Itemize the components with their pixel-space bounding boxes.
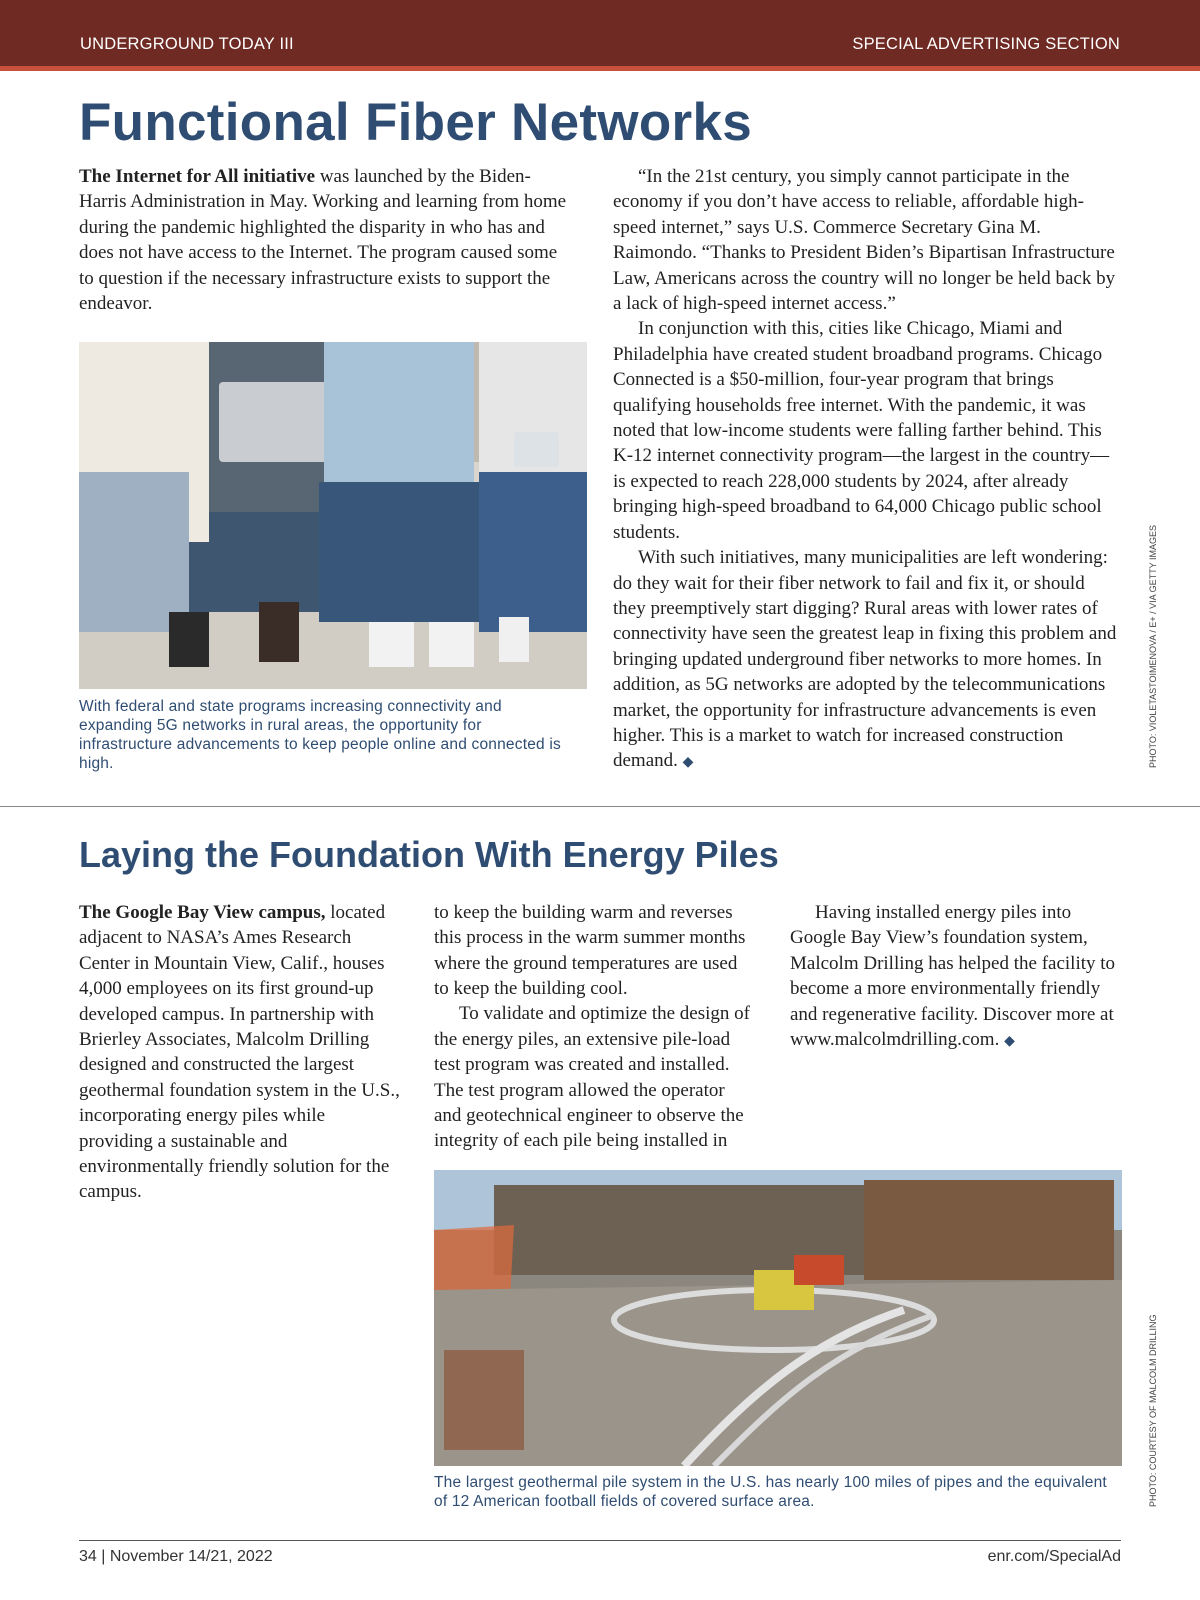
section-name: UNDERGROUND TODAY III — [80, 35, 294, 53]
page-number-date: 34 | November 14/21, 2022 — [79, 1548, 273, 1565]
article1-quote-paragraph: “In the 21st century, you simply cannot participate in the economy if you don’t have access to reliable, affordable high-speed internet,” says U.S. Commerce Secretary Gina M. Raimondo. “Thanks to President Biden’s Bipartisan Infrastructure Law, Americans across the country will no longer be held back by a lack of high-speed internet access.” — [613, 166, 1116, 315]
people-on-couch-photo — [79, 342, 587, 689]
article2-photo — [434, 1170, 1122, 1466]
article1-col1 — [79, 164, 576, 316]
article2-lead: The Google Bay View campus, — [79, 902, 326, 923]
header-bar — [0, 0, 1200, 66]
section-label: SPECIAL ADVERTISING SECTION — [852, 35, 1120, 53]
article2-col3 — [790, 900, 1122, 1054]
article2-validate-paragraph: To validate and optimize the design of the energy piles, an extensive pile-load test program was created and installed. The test program allowed the operator and geotechnical engineer to observe the integrity of each pile being installed in — [434, 1003, 750, 1152]
article2-title: Laying the Foundation With Energy Piles — [79, 834, 779, 875]
article1-intro — [79, 164, 576, 316]
article1-caption: With federal and state programs increasing connectivity and expanding 5G networks in rural areas, the opportunity for infrastructure advancements to keep people online and connected is high. — [79, 698, 561, 772]
header-stripe — [0, 66, 1200, 71]
article2-col2 — [434, 900, 756, 1154]
article2-col1 — [79, 900, 401, 1205]
construction-site-photo — [434, 1170, 1122, 1466]
article1-lead: The Internet for All initiative — [79, 166, 316, 187]
article1-municipalities-text: With such initiatives, many municipalities are left wondering: do they wait for their fiber network to fail and fix it, or should they preemptively start digging? Rural areas with lower rates of connectivity have seen the greatest leap in fixing this problem and bringing updated underground fiber networks to more homes. In addition, as 5G networks are adopted by the telecommunications market, the opportunity for infrastructure advancements is even higher. This is a market to watch for increased construction demand. — [613, 547, 1117, 772]
end-diamond-icon: ◆ — [682, 755, 694, 771]
article1-intro-text: was launched by the Biden-Harris Administration in May. Working and learning from home during the pandemic highlighted the disparity in who has and does not have access to the Internet. The program caused some to question if the necessary infrastructure exists to support the endeavor. — [79, 166, 567, 315]
article1-photo — [79, 342, 587, 689]
section-divider — [0, 806, 1200, 807]
article2-closing-text: Having installed energy piles into Google Bay View’s foundation system, Malcolm Drilling has helped the facility to become a more environmentally friendly and regenerative facility. Discover more at www.malcolmdrilling.com. — [790, 902, 1116, 1051]
footer-rule — [79, 1540, 1121, 1541]
end-diamond-icon: ◆ — [1004, 1034, 1015, 1050]
article2-closing-paragraph — [790, 900, 1122, 1054]
article1-photo-credit: PHOTO: VIOLETASTOIMENOVA / E+ / VIA GETTY IMAGES — [1148, 525, 1158, 768]
article1-title: Functional Fiber Networks — [79, 93, 753, 152]
article1-col2 — [613, 164, 1121, 776]
article2-intro-text: located adjacent to NASA’s Ames Research Center in Mountain View, Calif., houses 4,000 employees on its first ground-up developed campus. In partnership with Brierley Associates, Malcolm Drilling designed and constructed the largest geothermal foundation system in the U.S., incorporating energy piles while providing a sustainable and environmentally friendly solution for the campus. — [79, 902, 400, 1203]
article1-municipalities-paragraph — [613, 545, 1121, 776]
footer-url: enr.com/SpecialAd — [987, 1548, 1121, 1565]
article2-photo-credit: PHOTO: COURTESY OF MALCOLM DRILLING — [1148, 1314, 1158, 1507]
article1-chicago-paragraph: In conjunction with this, cities like Chicago, Miami and Philadelphia have created student broadband programs. Chicago Connected is a $50-million, four-year program that brings qualifying households free internet. With the pandemic, it was noted that low-income students were falling farther behind. This K-12 internet connectivity program—the largest in the country—is expected to reach 228,000 students by 2024, after already bringing high-speed broadband to 64,000 Chicago public school students. — [613, 318, 1110, 543]
article2-foundation-continued: to keep the building warm and reverses this process in the warm summer months where the ground temperatures are used to keep the building cool. — [434, 901, 746, 999]
article2-intro — [79, 900, 401, 1205]
article2-caption: The largest geothermal pile system in the U.S. has nearly 100 miles of pipes and the equivalent of 12 American football fields of covered surface area. — [434, 1474, 1107, 1510]
